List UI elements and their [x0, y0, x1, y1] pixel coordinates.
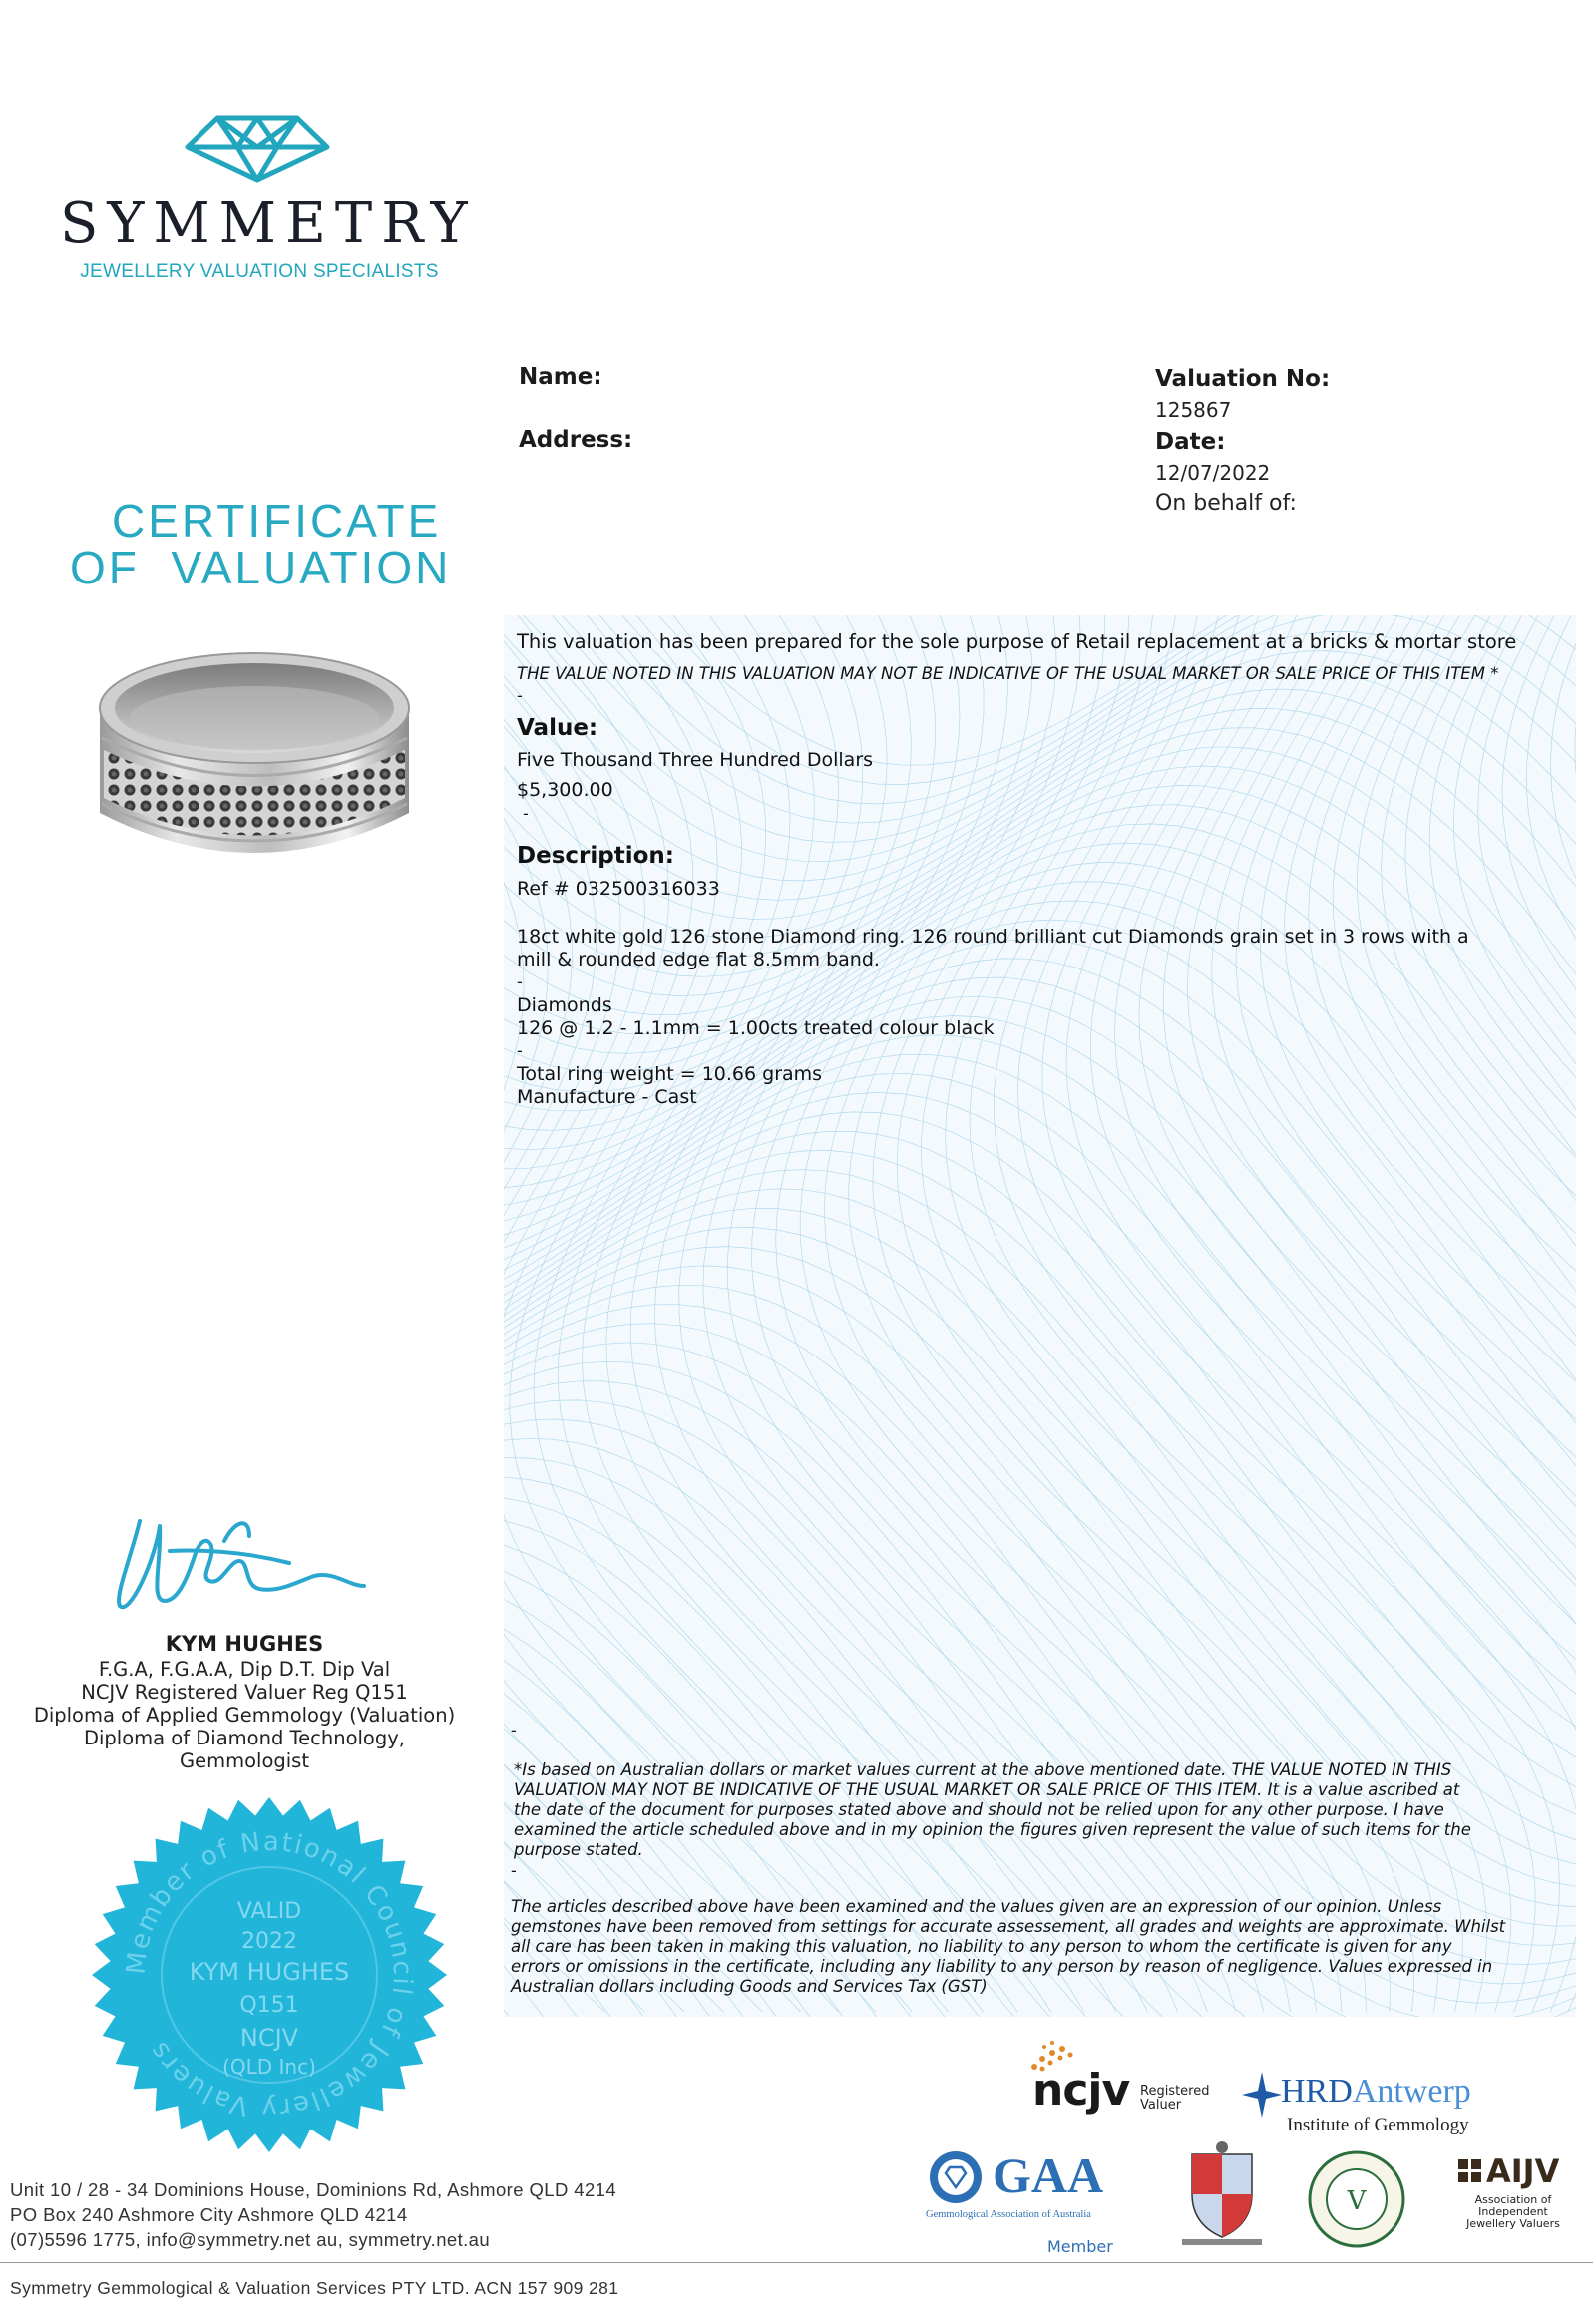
legal-note-1-line: examined the article scheduled above and in my opinion the figures given represent the value of such items for the [514, 1820, 1471, 1839]
description-line1: 18ct white gold 126 stone Diamond ring. 126 round brilliant cut Diamonds grain set in 3 rows with a [517, 926, 1469, 948]
name-label: Name: [519, 364, 602, 390]
legal-note-1 [514, 1760, 1556, 1860]
value-words: Five Thousand Three Hundred Dollars [517, 749, 874, 771]
valuer-diploma-2: Diploma of Diamond Technology, [84, 1727, 405, 1749]
valuer-role: Gemmologist [180, 1749, 309, 1772]
purpose-line [517, 630, 1516, 653]
seal-line5: NCJV [239, 2024, 299, 2052]
valuation-no-value: 125867 [1155, 398, 1232, 422]
hrd-text-2: Antwerp [1352, 2073, 1471, 2110]
seal-line4: Q151 [239, 1993, 299, 2018]
separator-dash: - [511, 1721, 517, 1740]
valuer-name: KYM HUGHES [165, 1632, 324, 1656]
footer-address-1: Unit 10 / 28 - 34 Dominions House, Dominions Rd, Ashmore QLD 4214 [10, 2179, 617, 2200]
ncjv-sub-2: Valuer [1140, 2098, 1182, 2113]
ncjv-logo-text: ncjv [1032, 2065, 1130, 2116]
separator-dash: - [517, 686, 523, 705]
total-weight: Total ring weight = 10.66 grams [517, 1063, 823, 1085]
purpose-value: Retail replacement at a bricks & mortar store [1075, 630, 1517, 653]
certificate-title-line1: CERTIFICATE [112, 495, 442, 547]
ncjv-sub-1: Registered [1140, 2084, 1210, 2099]
seal-line6: (QLD Inc) [222, 2055, 316, 2079]
valuer-signature [100, 1501, 369, 1626]
valuation-no-label: Valuation No: [1155, 366, 1331, 392]
aijv-subtitle [1458, 2194, 1568, 2230]
certificate-title-line2: OF VALUATION [70, 542, 452, 593]
gaa-subtitle: Gemmological Association of Australia [926, 2209, 1091, 2220]
separator-dash: - [517, 972, 523, 991]
address-label: Address: [519, 427, 633, 453]
on-behalf-label: On behalf of: [1155, 491, 1297, 516]
legal-note-1-line: purpose stated. [514, 1840, 643, 1859]
legal-note-2-line: errors or omissions in the certificate, including any liability to any person by reason of negligence. Values expressed in [511, 1957, 1493, 1976]
purpose-prefix: This valuation has been prepared for the sole purpose of [517, 630, 1069, 653]
seal-line3: KYM HUGHES [189, 1958, 350, 1986]
separator-dash: - [511, 1861, 517, 1880]
legal-note-2-line: gemstones have been removed from settings for accurate assessement, all grades and weights are approximate. Whilst [511, 1917, 1506, 1936]
hrd-text-1: HRD [1281, 2073, 1353, 2110]
footer-address-2: PO Box 240 Ashmore City Ashmore QLD 4214 [10, 2204, 408, 2225]
disclaimer-line: THE VALUE NOTED IN THIS VALUATION MAY NOT BE INDICATIVE OF THE USUAL MARKET OR SALE PRICE OF THIS ITEM * [517, 664, 1499, 683]
separator-dash: - [523, 804, 529, 823]
aijv-grid-icon [1458, 2159, 1482, 2183]
legal-note-1-line: VALUATION MAY NOT BE INDICATIVE OF THE USUAL MARKET OR SALE PRICE OF THIS ITEM. It is a value ascribed at [514, 1780, 1460, 1799]
legal-note-2-line: Australian dollars including Goods and Services Tax (GST) [511, 1977, 988, 1996]
legal-note-2 [511, 1897, 1568, 1997]
value-amount: $5,300.00 [517, 779, 613, 801]
brand-name: SYMMETRY [60, 192, 477, 256]
description-line2: mill & rounded edge flat 8.5mm band. [517, 949, 880, 970]
brand-tagline: JEWELLERY VALUATION SPECIALISTS [80, 261, 439, 282]
valuer-qualifications: F.G.A, F.G.A.A, Dip D.T. Dip Val [98, 1658, 391, 1681]
gaa-emblem-icon [928, 2149, 984, 2205]
legal-note-2-line: The articles described above have been examined and the values given are an expression of our opinion. Unless [511, 1897, 1442, 1916]
ncjv-seal [85, 1790, 454, 2159]
footer-divider [0, 2262, 1593, 2263]
v-badge-letter: V [1347, 2186, 1367, 2216]
ring-photo [90, 638, 419, 898]
aijv-sub-2: Independent [1478, 2205, 1548, 2218]
separator-dash: - [517, 1041, 523, 1060]
v-badge-icon [1307, 2149, 1406, 2249]
aijv-logo-text: AIJV [1486, 2152, 1560, 2190]
description-label: Description: [517, 843, 674, 869]
value-label: Value: [517, 715, 598, 741]
hrd-logo-text [1281, 2073, 1471, 2111]
gem-a-crest-icon [1177, 2139, 1267, 2249]
legal-note-2-line: all care has been taken in making this valuation, no liability to any person to whom the certificate is given for any [511, 1937, 1452, 1956]
seal-line2: 2022 [241, 1929, 297, 1954]
hrd-star-icon [1240, 2070, 1284, 2120]
ncjv-sub [1140, 2085, 1210, 2113]
aijv-sub-1: Association of [1474, 2193, 1552, 2206]
gaa-logo-text: GAA [993, 2147, 1104, 2203]
hrd-subtitle: Institute of Gemmology [1287, 2115, 1469, 2135]
date-label: Date: [1155, 429, 1226, 455]
gaa-member-label: Member [1047, 2237, 1113, 2256]
diamonds-label: Diamonds [517, 994, 612, 1016]
seal-ring-text: Member of National Council of Jewellery Valuers [121, 1826, 418, 2124]
company-line: Symmetry Gemmological & Valuation Services PTY LTD. ACN 157 909 281 [10, 2278, 619, 2298]
footer-contact: (07)5596 1775, info@symmetry.net au, symmetry.net.au [10, 2229, 491, 2250]
valuer-diploma-1: Diploma of Applied Gemmology (Valuation) [33, 1704, 456, 1727]
legal-note-1-line: *Is based on Australian dollars or market values current at the above mentioned date. THE VALUE NOTED IN THIS [514, 1760, 1452, 1779]
diamonds-detail: 126 @ 1.2 - 1.1mm = 1.00cts treated colour black [517, 1017, 995, 1039]
date-value: 12/07/2022 [1155, 461, 1271, 485]
manufacture: Manufacture - Cast [517, 1086, 697, 1108]
reference-number: Ref # 032500316033 [517, 878, 720, 900]
aijv-sub-3: Jewellery Valuers [1466, 2217, 1560, 2230]
seal-line1: VALID [236, 1899, 302, 1924]
valuer-registration: NCJV Registered Valuer Reg Q151 [81, 1681, 408, 1704]
legal-note-1-line: the date of the document for purposes stated above and should not be relied upon for any other purpose. I have [514, 1800, 1444, 1819]
symmetry-logo-icon [178, 110, 337, 185]
